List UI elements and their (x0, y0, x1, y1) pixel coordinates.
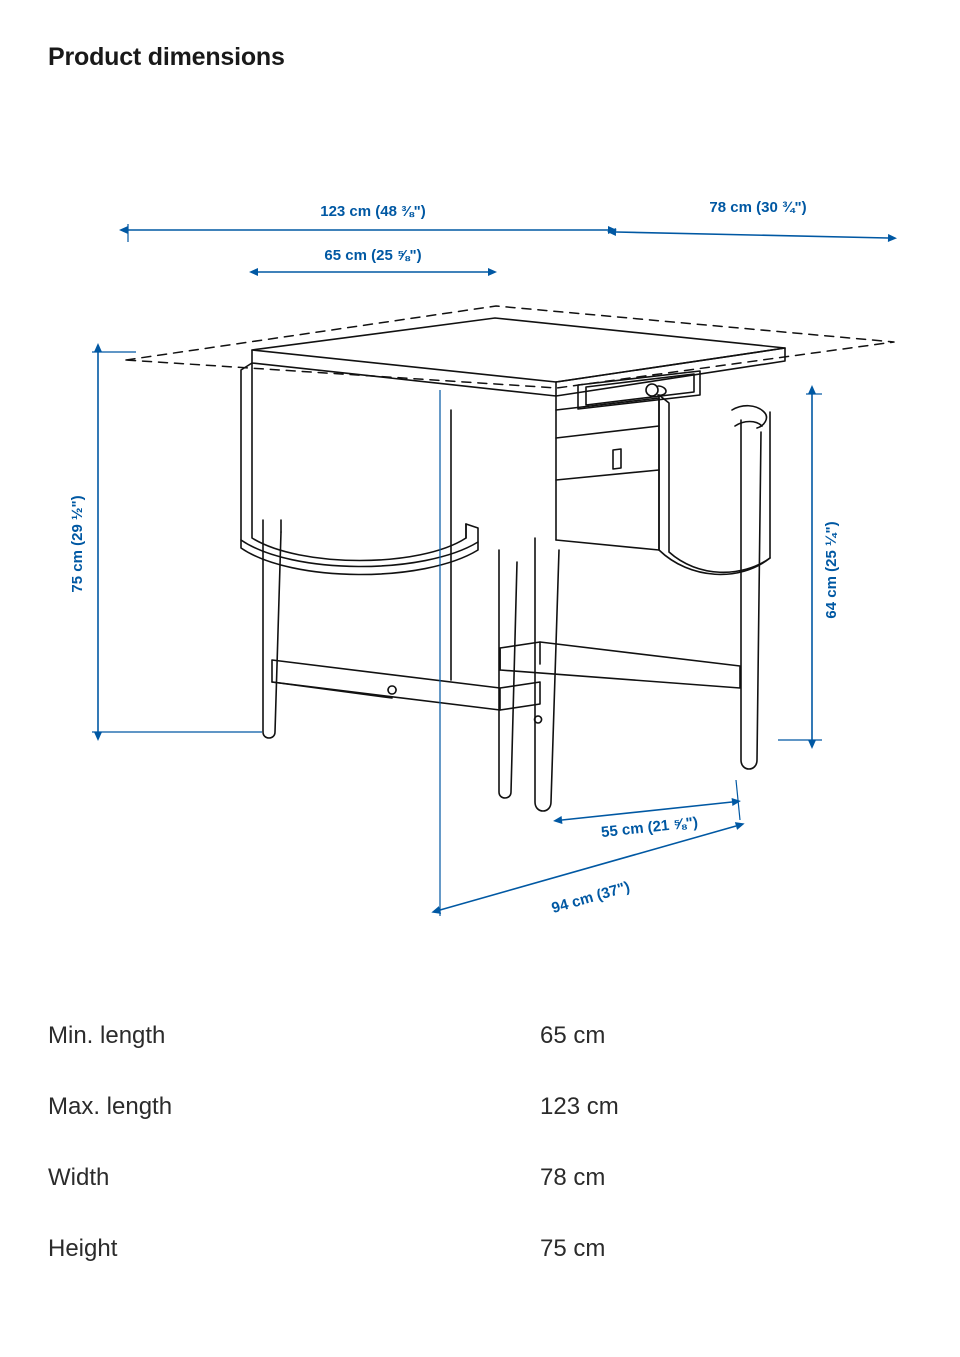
table-row (48, 1022, 912, 1093)
label-leg-span-length: 94 cm (37") (549, 878, 632, 917)
dimension-labels (69, 199, 840, 917)
spec-label: Max. length (48, 1093, 173, 1120)
table-row (48, 1164, 912, 1235)
label-max-length: 123 cm (48 ⅜") (320, 203, 426, 220)
label-width: 78 cm (30 ¾") (709, 199, 807, 216)
table-row (48, 1235, 912, 1306)
spec-value: 78 cm (540, 1164, 606, 1191)
spec-label: Width (48, 1164, 110, 1191)
spec-value: 123 cm (540, 1093, 619, 1120)
table-drawing (126, 306, 894, 811)
specifications-table (48, 1022, 912, 1306)
label-height: 75 cm (29 ½") (69, 495, 86, 593)
label-leg-span-width: 55 cm (21 ⅝") (600, 813, 699, 842)
spec-label: Height (48, 1235, 118, 1262)
table-row (48, 1093, 912, 1164)
spec-value: 65 cm (540, 1022, 606, 1049)
page-title: Product dimensions (48, 42, 285, 71)
spec-value: 75 cm (540, 1235, 606, 1262)
label-min-length: 65 cm (25 ⅝") (324, 247, 422, 264)
label-underside-height: 64 cm (25 ¼") (823, 521, 840, 619)
dimension-lines (92, 224, 888, 916)
spec-label: Min. length (48, 1022, 166, 1049)
dimension-diagram (0, 120, 960, 950)
